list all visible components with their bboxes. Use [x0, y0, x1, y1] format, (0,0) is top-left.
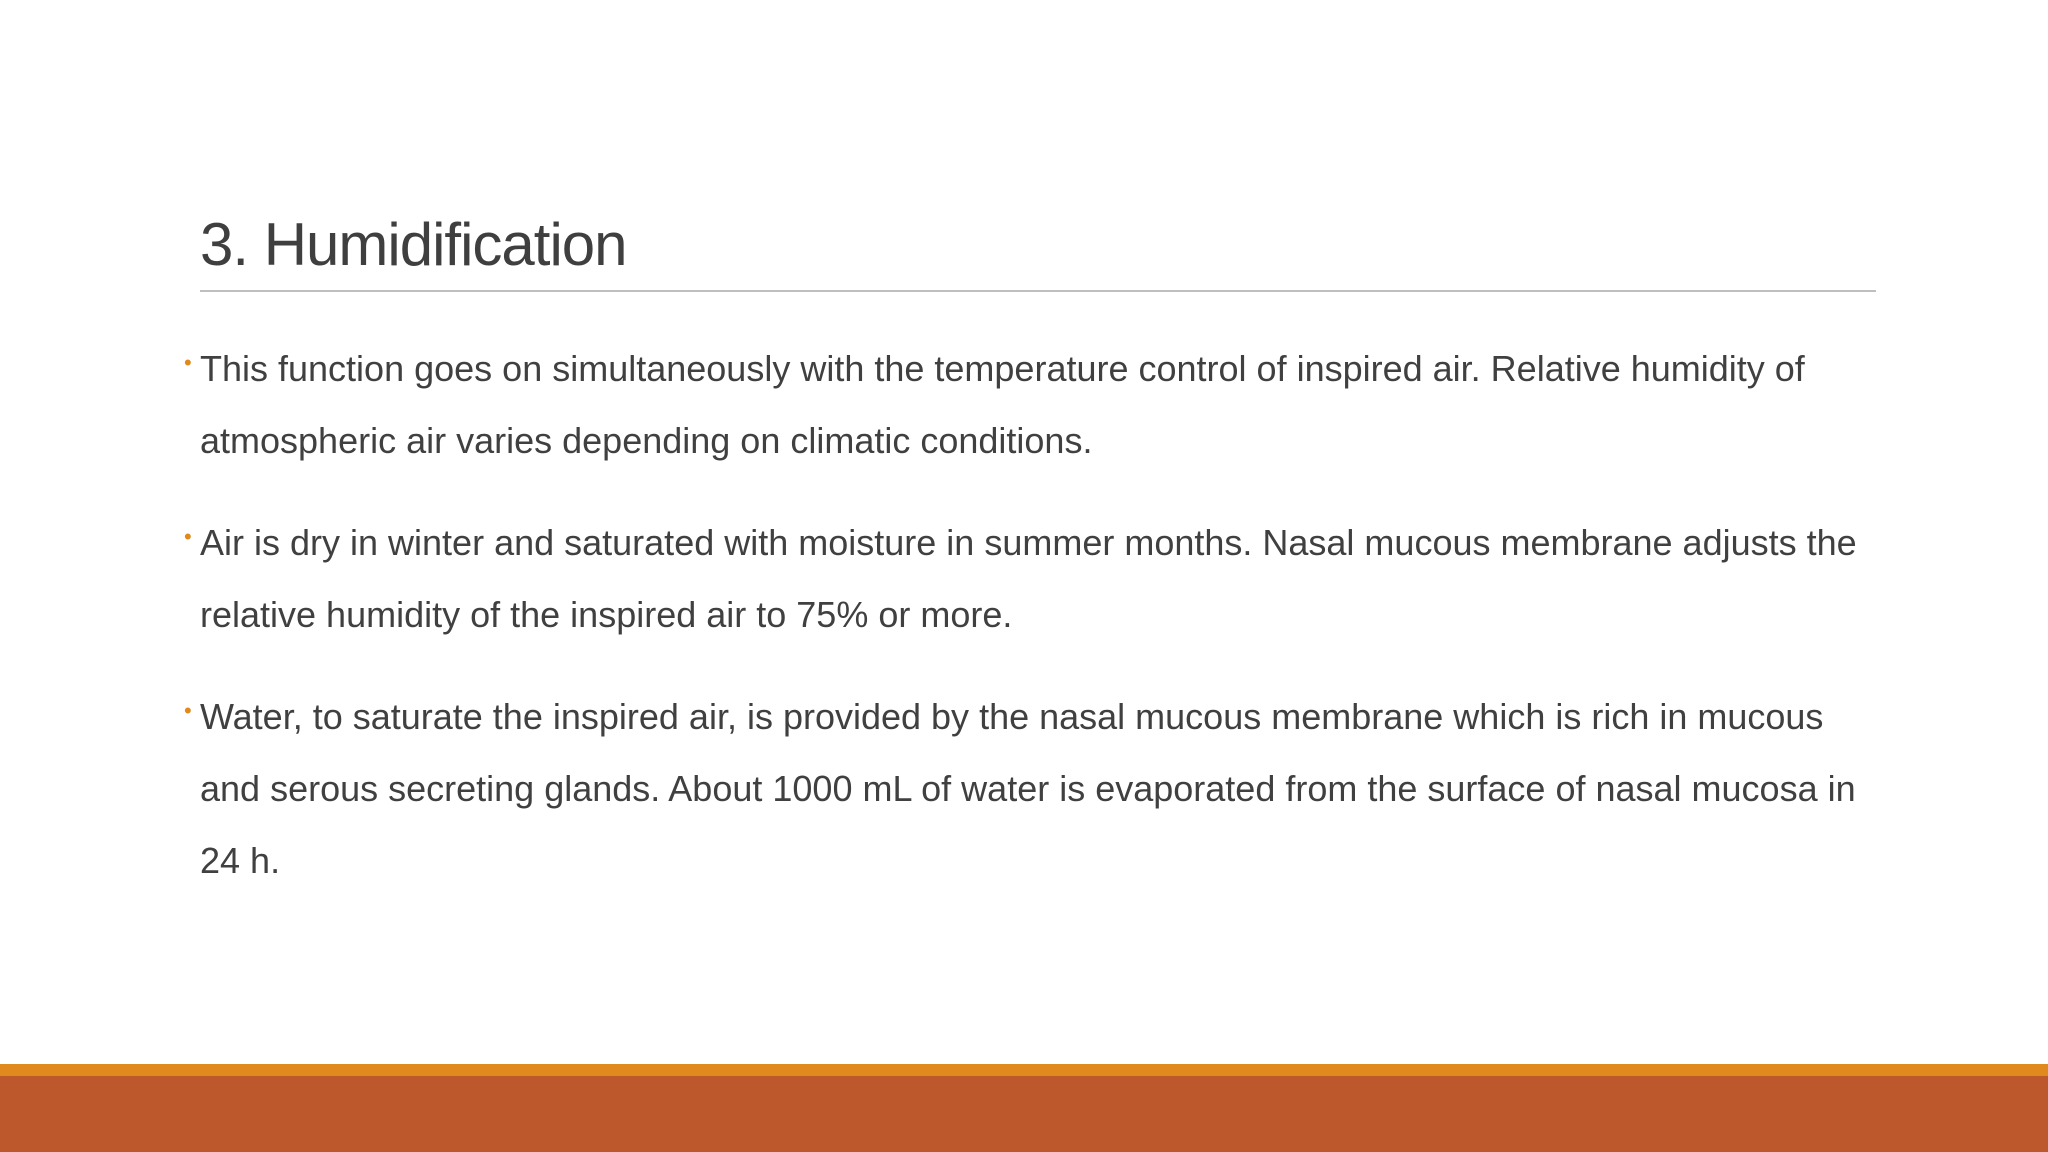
bullet-icon: • [184, 350, 192, 375]
bullet-text: Water, to saturate the inspired air, is provided by the nasal mucous membrane which is rich in mucous and serous secreting glands. About 1000 mL of water is evaporated from the surface of nasal mucosa in 24 h. [200, 696, 1856, 881]
bullet-list [184, 333, 1880, 927]
slide-title: 3. Humidification [200, 211, 627, 278]
footer-band [0, 1076, 2048, 1152]
title-underline [200, 290, 1876, 292]
bullet-icon: • [184, 524, 192, 549]
bullet-text: Air is dry in winter and saturated with moisture in summer months. Nasal mucous membrane adjusts the relative humidity of the inspired air to 75% or more. [200, 522, 1857, 635]
bullet-item [184, 333, 1880, 477]
bullet-text: This function goes on simultaneously with the temperature control of inspired air. Relative humidity of atmospheric air varies depending on climatic conditions. [200, 348, 1805, 461]
bullet-item [184, 507, 1880, 651]
bullet-icon: • [184, 698, 192, 723]
bullet-item [184, 681, 1880, 897]
footer-accent-stripe [0, 1064, 2048, 1076]
